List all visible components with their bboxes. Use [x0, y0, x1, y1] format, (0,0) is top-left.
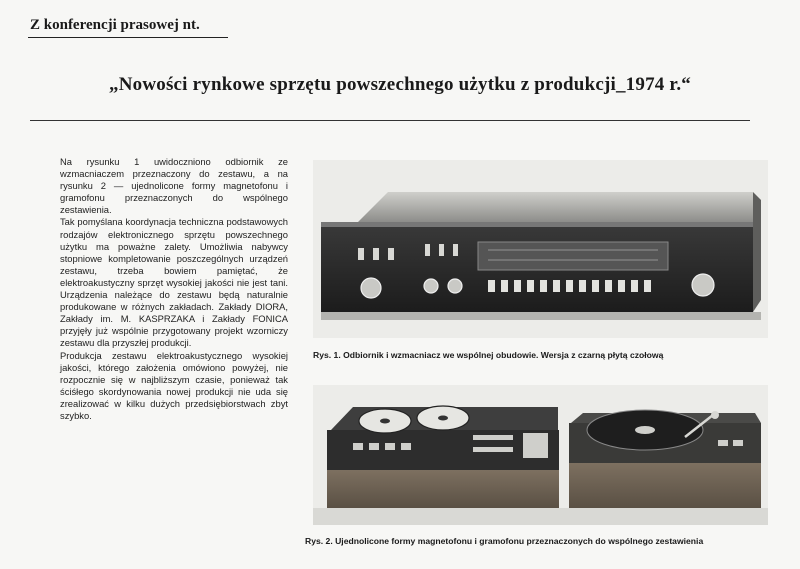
figure-caption: Rys. 1. Odbiornik i wzmacniacz we wspólnej obudowie. Wersja z czarną płytą czołową — [313, 350, 664, 360]
tape-recorder-turntable-photo — [313, 385, 768, 525]
section-label-underline — [28, 37, 228, 38]
paragraph: Produkcja zestawu elektroakustycznego wysokiej jakości, którego założenia omówiono powyżej, nie rozpocznie się w najbliższym czasie, ponieważ tak ściśłego skordynowania nowej produkcji nie uda się zrealizować w kilku dużych przedsiębiorstwach zbyt szybko. — [60, 349, 288, 421]
receiver-amplifier-photo — [313, 160, 768, 338]
article-body — [60, 156, 288, 422]
figure-caption: Rys. 2. Ujednolicone formy magnetofonu i gramofonu przeznaczonych do wspólnego zestawienia — [305, 536, 704, 546]
page-title: „Nowości rynkowe sprzętu powszechnego użytku z produkcji_1974 r.“ — [109, 74, 691, 95]
section-label: Z konferencji prasowej nt. — [30, 17, 200, 33]
paragraph: Tak pomyślana koordynacja techniczna podstawowych rodzajów elektronicznego sprzętu powszechnego użytku ma poważne zalety. Umożliwia nabywcy stopniowe kompletowanie poszczególnych urządzeń zestawu, trzeba bowiem pamiętać, że elektroakustyczny sprzęt wysokiej jakości nie jest tani. Urządzenia należące do zestawu będą naturalnie produkowane w różnych zakładach. Zakłady DIORA, Zakłady im. M. KASPRZAKA i Zakłady FONICA przyjęły już wspólnie przygotowany projekt wzorniczy zestawu dla przyszłej produkcji. — [60, 216, 288, 349]
paragraph: Na rysunku 1 uwidoczniono odbiornik ze wzmacniaczem przeznaczony do zestawu, a na rysunku 2 — ujednolicone formy magnetofonu i gramofonu przeznaczonych do wspólnego zestawienia. — [60, 156, 288, 216]
title-divider — [30, 120, 750, 121]
